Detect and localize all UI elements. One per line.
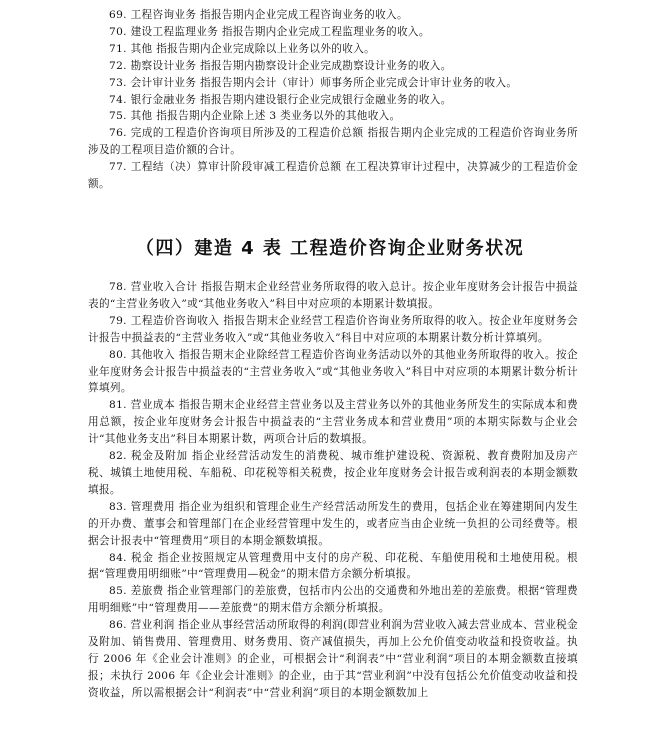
definition-item-86: 86. 营业利润 指企业从事经营活动所取得的利润(即营业利润为营业收入减去营业成本、营业税金及附加、销售费用、管理费用、财务费用、资产减值损失，再加上公允价值变动收益和投资收益。执行 2006 年《企业会计准则》的企业，可根据会计“利润表”中“营业利润”项目的本期金额数直接填报；未执行 2006 年《企业会计准则》的企业，由于其“营业利润”中没有包括公允价值变动收益和投资收益，所以需根据会计“利润表”中“营业利润”项目的本期金额数加上	[88, 619, 578, 699]
definition-item-80: 80. 其他收入 指报告期末企业除经营工程造价咨询业务活动以外的其他业务所取得的收入。按企业年度财务会计报告中损益表的“主营业务收入”或“其他业务收入”科目中对应项的本期累计数分析计算填列。	[88, 348, 578, 395]
definition-item-78: 78. 营业收入合计 指报告期末企业经营业务所取得的收入总计。按企业年度财务会计报告中损益表的“主营业务收入”或“其他业务收入”科目中对应项的本期累计数填报。	[88, 281, 578, 310]
definition-item-81: 81. 营业成本 指报告期末企业经营主营业务以及主营业务以外的其他业务所发生的实际成本和费用总额，按企业年度财务会计报告中损益表的“主营业务成本和营业费用”项的本期实际数与企业会计“其他业务支出”科目本期累计数，两项合计后的数填报。	[88, 399, 578, 446]
definition-item-75: 75. 其他 指报告期内企业除上述 3 类业务以外的其他收入。	[109, 110, 401, 123]
definition-item-82: 82. 税金及附加 指企业经营活动发生的消费税、城市维护建设税、资源税、教育费附加及房产税、城镇土地使用税、车船税、印花税等相关税费，按企业年度财务会计报告或利润表的本期金额数填报。	[88, 450, 578, 496]
section-heading: （四）建造 4 表 工程造价咨询企业财务状况	[135, 238, 525, 259]
definition-item-71: 71. 其他 指报告期内企业完成除以上业务以外的收入。	[109, 42, 376, 55]
definition-item-79: 79. 工程造价咨询收入 指报告期末企业经营工程造价咨询业务所取得的收入。按企业年度财务会计报告中损益表的“主营业务收入”或“其他业务收入”科目中对应项的本期累计数分析计算填列。	[88, 314, 578, 344]
definition-item-72: 72. 勘察设计业务 指报告期内勘察设计企业完成勘察设计业务的收入。	[109, 59, 452, 72]
definition-item-74: 74. 银行金融业务 指报告期内建设银行企业完成银行金融业务的收入。	[109, 93, 452, 106]
definition-item-83: 83. 管理费用 指企业为组织和管理企业生产经营活动所发生的费用，包括企业在筹建期间内发生的开办费、董事会和管理部门在企业经营管理中发生的，或者应当由企业统一负担的公司经费等。根据会计报表中“管理费用”项目的本期金额数填报。	[88, 500, 578, 547]
definition-item-70: 70. 建设工程监理业务 指报告期内企业完成工程监理业务的收入。	[109, 25, 430, 38]
definition-list-bottom	[88, 279, 578, 702]
definition-list-top	[88, 7, 578, 193]
definition-item-73: 73. 会计审计业务 指报告期内会计（审计）师事务所企业完成会计审计业务的收入。	[109, 76, 518, 89]
definition-item-76: 76. 完成的工程造价咨询项目所涉及的工程造价总额 指报告期内企业完成的工程造价咨询业务所涉及的工程项目造价额的合计。	[88, 127, 578, 157]
definition-item-84: 84. 税金 指企业按照规定从管理费用中支付的房产税、印花税、车船使用税和土地使用税。根据“管理费用明细账”中“管理费用—税金”的期末借方余额分析填报。	[88, 551, 578, 581]
definition-item-85: 85. 差旅费 指企业管理部门的差旅费，包括市内公出的交通费和外地出差的差旅费。根据“管理费用明细账”中“管理费用——差旅费”的期末借方余额分析填报。	[88, 585, 578, 615]
definition-item-69: 69. 工程咨询业务 指报告期内企业完成工程咨询业务的收入。	[109, 9, 408, 21]
definition-item-77: 77. 工程结（决）算审计阶段审减工程造价总额 在工程决算审计过程中，决算减少的工程造价金额。	[88, 161, 578, 191]
